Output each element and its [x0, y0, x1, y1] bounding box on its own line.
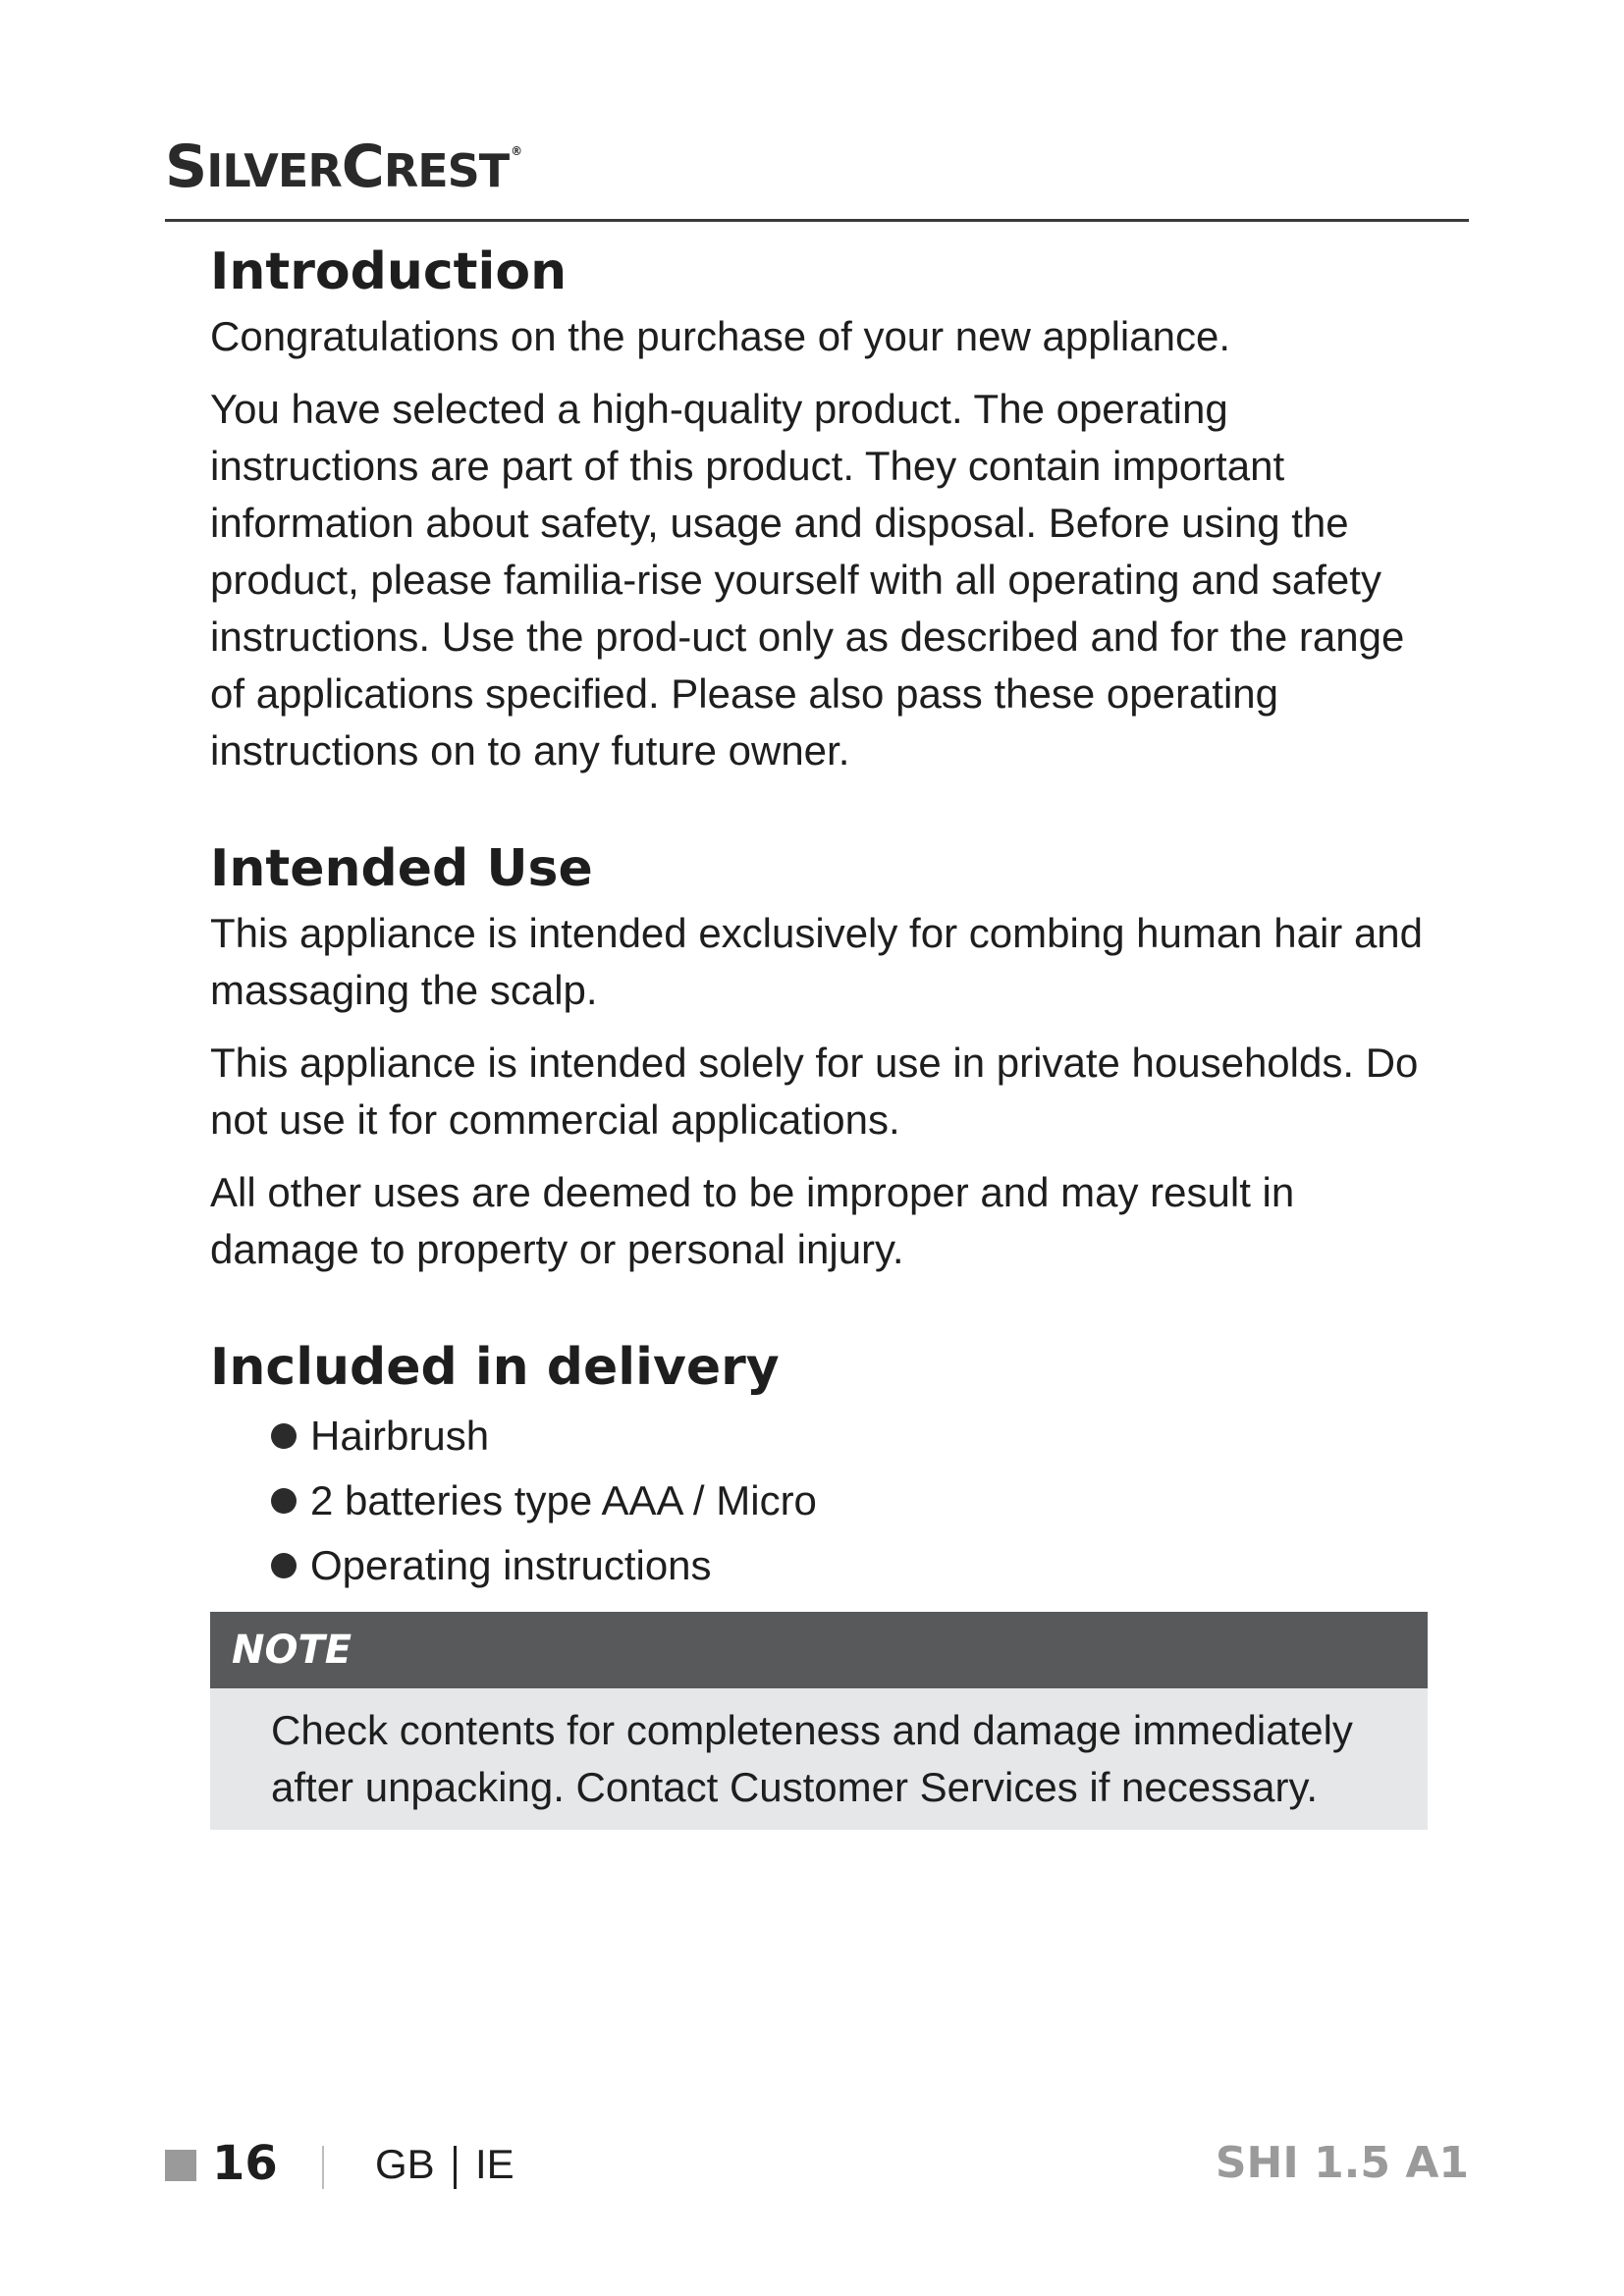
bullet-icon: [271, 1553, 297, 1578]
page-content: [210, 236, 1428, 1830]
intended-use-paragraph: This appliance is intended solely for use in private households. Do not use it for commercial applications.: [210, 1040, 1419, 1143]
intended-use-paragraph: This appliance is intended exclusively for combing human hair and massaging the scalp.: [210, 910, 1424, 1013]
list-item-label: Hairbrush: [310, 1413, 490, 1459]
intended-use-section: [210, 832, 1428, 1278]
note-box: [210, 1612, 1428, 1830]
note-header: [210, 1612, 1428, 1688]
list-item: [271, 1404, 1428, 1468]
brand-logo: SILVERCREST ®: [165, 133, 522, 201]
intended-use-paragraph: All other uses are deemed to be improper and may result in damage to property or personal injury.: [210, 1169, 1295, 1272]
footer-divider: [322, 2146, 324, 2189]
introduction-paragraph: Congratulations on the purchase of your new appliance.: [210, 313, 1231, 359]
model-number: SHI 1.5 A1: [1215, 2138, 1469, 2188]
bullet-icon: [271, 1488, 297, 1514]
delivery-section: [210, 1331, 1428, 1830]
footer-square-icon: [165, 2150, 196, 2181]
list-item: [271, 1468, 1428, 1533]
registered-mark: ®: [511, 144, 522, 158]
delivery-heading: Included in delivery: [210, 1338, 780, 1397]
page-number: 16: [212, 2136, 278, 2191]
delivery-list: [210, 1404, 1428, 1598]
introduction-paragraph: You have selected a high-quality product. The operating instructions are part of this product. They contain important information about safety, usage and disposal. Before using the product, please familia-rise yourself with all operating and safety instructions. Use the prod-uct only as described and for the range of applications specified. Please also pass these operating instructions on to any future owner.: [210, 386, 1405, 774]
language-code-gb: GB: [375, 2141, 435, 2187]
language-divider: [454, 2146, 457, 2189]
note-text: Check contents for completeness and damage immediately after unpacking. Contact Customer Services if necessary.: [271, 1707, 1353, 1810]
note-body: [210, 1688, 1428, 1830]
language-code-ie: IE: [475, 2141, 514, 2187]
page-footer: [165, 2130, 1469, 2199]
list-item-label: Operating instructions: [310, 1542, 712, 1588]
intended-use-heading: Intended Use: [210, 839, 593, 898]
introduction-section: [210, 236, 1428, 779]
note-label: NOTE: [232, 1628, 352, 1673]
header-divider: [165, 219, 1469, 222]
list-item: [271, 1533, 1428, 1598]
introduction-heading: Introduction: [210, 242, 568, 301]
list-item-label: 2 batteries type AAA / Micro: [310, 1477, 817, 1523]
bullet-icon: [271, 1423, 297, 1449]
